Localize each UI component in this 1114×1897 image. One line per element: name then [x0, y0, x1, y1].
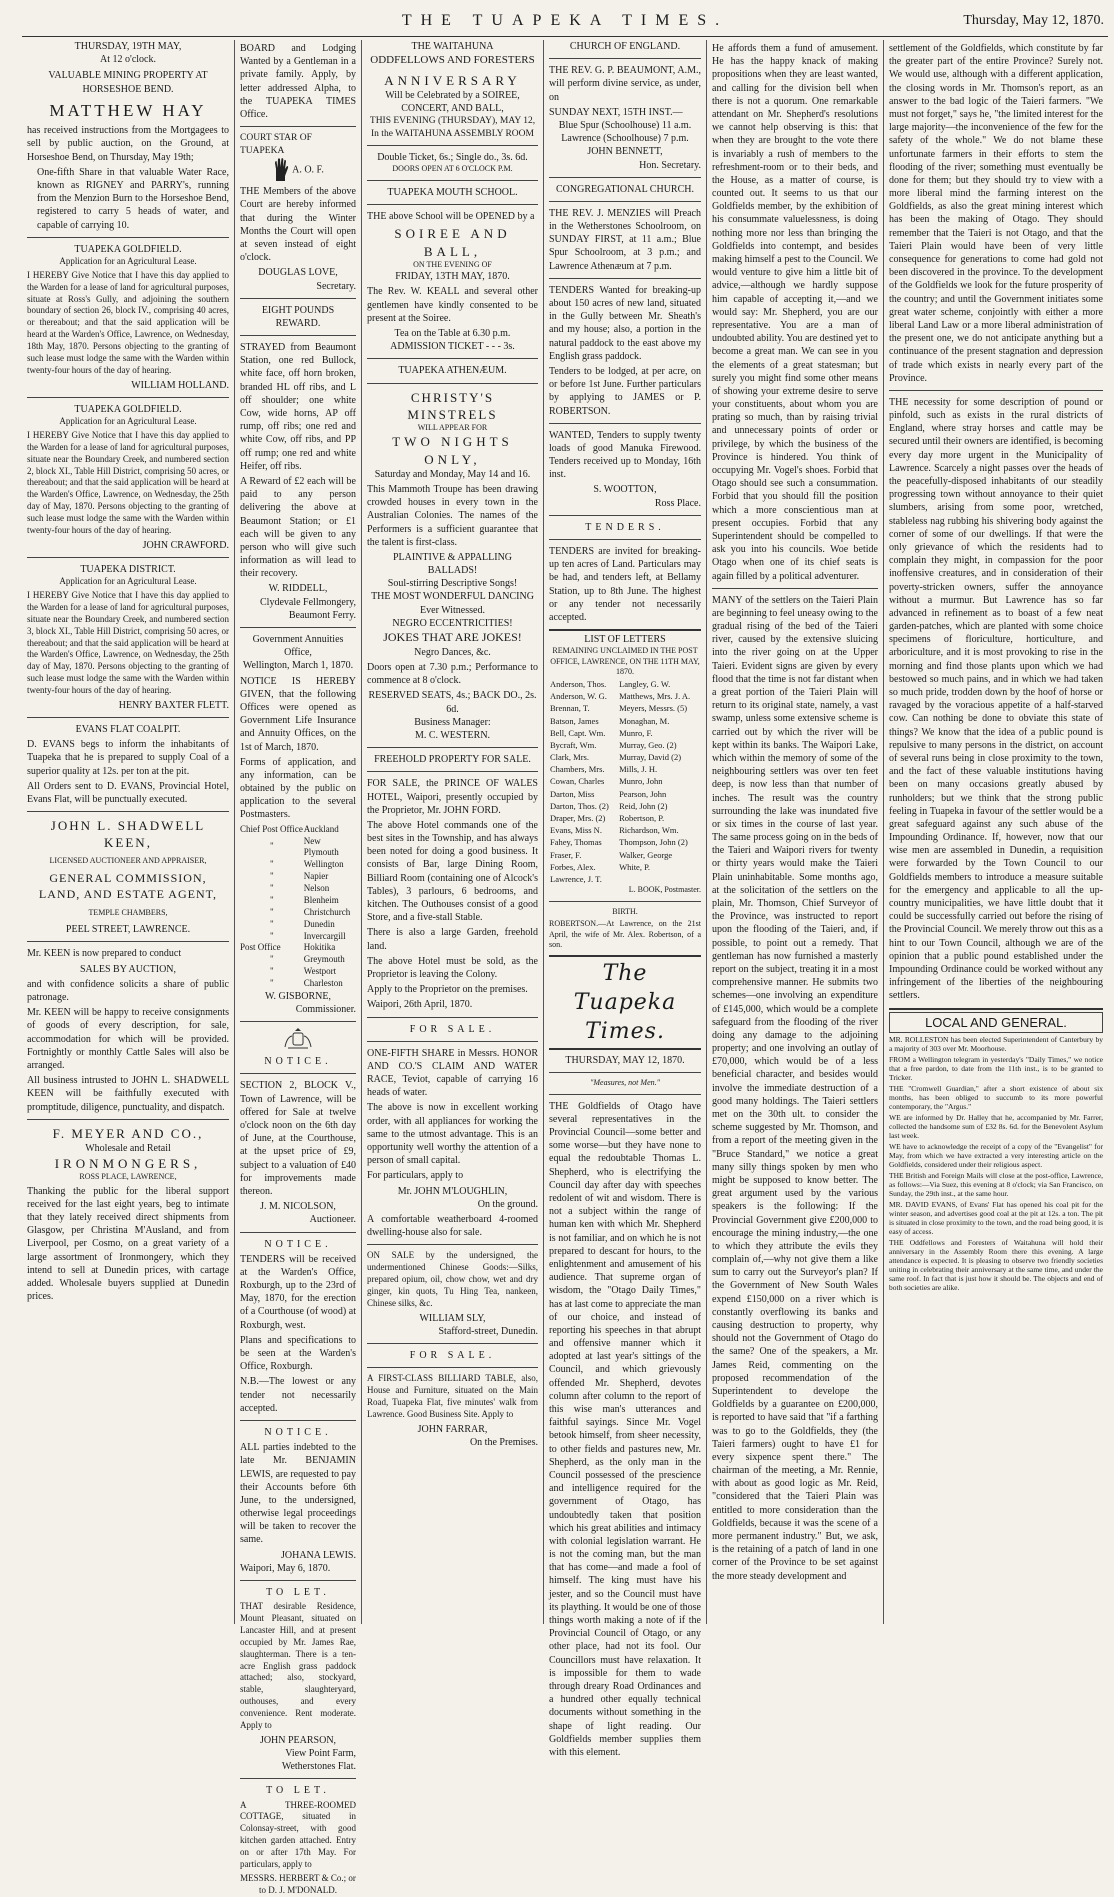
annuity-role: Commissioner.	[295, 1004, 356, 1016]
sly-body: ON SALE by the undersigned, the undermentioned Chinese Goods:—Silks, prepared opium, oil, chow chow, wet and dry ginger, kin quots, Tu Hing Tea, nankeen, Chinese silks, &c.	[367, 1250, 538, 1308]
office-row	[240, 895, 356, 907]
ad3-heading: TUAPEKA DISTRICT.	[80, 563, 176, 575]
editorial: THE Goldfields of Otago have several representatives in the Provincial Council—some better and some worse—but they have none to equal the redoubtable Thomas L. Shepherd, who is electrifying the Council day after day with speeches redolent of wit and wisdom. There is not a subject within the range of human ken with which Mr. Shepherd is not familiar, and on which he is not prepared to descant for hours, to the enlightenment and amusement of his audience. That supreme organ of wisdom, the "Otago Daily Times," has at last come to appreciate the man of our choice, and instead of reporting his speeches in that abrupt and offensive manner which it adopted at last year's sittings of the Council, and which grievously offended Mr. Shepherd, devotes column after column to the report of this wise man's utterances and faithful sayings. Since Mr. Vogel betook himself, from sheer necessity, to other fields and pastures new, Mr. Shepherd, as the only man in the Council possessed of the prescience and intelligence required for the government of Otago, has undoubtedly taken that position which his great abilities and intimacy with colonial legislation warrant. He is not the coming man, but the man that has come—and made a fool of himself. The king must have his jester, and so the Council must have its plaything. It would be one of those things worth making a note of if the Provincial Council of Otago, or any other place, had not its fool. Our Councillors must have relaxation. It is impossible for them to wade through dreary Road Ordinances and a hundred other equally technical documents without something in the shape of light reading. Our Goldfields member supplies them with this element.	[549, 1100, 701, 1758]
cong-heading: CONGREGATIONAL CHURCH.	[556, 183, 694, 195]
notice2-body-2: Plans and specifications to be seen at the Warden's Office, Roxburgh.	[240, 1334, 356, 1373]
letter-recipient: Robertson, P.	[619, 813, 665, 824]
church-role: Hon. Secretary.	[639, 159, 701, 171]
notice3-heading: NOTICE.	[264, 1426, 332, 1438]
coal-heading: EVANS FLAT COALPIT.	[75, 724, 181, 736]
local-item: MR. DAVID EVANS, of Evans' Flat has opened his coal pit for the winter season, and advertises good coal at the pit at 12s. a ton. The pit is situated in close proximity to the town, and the road being good, it is easy of access.	[889, 1199, 1103, 1236]
office-city: Blenheim	[303, 894, 339, 905]
wanted-body: WANTED, Tenders to supply twenty loads of good Manuka Firewood. Tenders received up to Monday, 16th inst.	[549, 429, 701, 481]
birth-heading: BIRTH.	[612, 906, 638, 916]
star-heading: COURT STAR OF TUAPEKA	[240, 133, 312, 156]
sale-time: At 12 o'clock.	[100, 54, 156, 66]
ad2-sign: JOHN CRAWFORD.	[142, 539, 229, 551]
letter-row	[549, 836, 701, 848]
local-item: THE "Cromwell Guardian," after a short existence of about six months, has been obliged to succumb to its more powerful contemporary, the "Argus."	[889, 1083, 1103, 1111]
keen-p5: All business intrusted to JOHN L. SHADWELL KEEN will be faithfully executed with promptitude, diligence, punctuality, and dispatch.	[27, 1075, 229, 1113]
letter-recipient: Clark, Mrs.	[550, 752, 589, 763]
letter-recipient	[618, 873, 701, 885]
office-city: Charleston	[303, 978, 343, 988]
odd-anniversary: ANNIVERSARY	[384, 72, 521, 88]
school-date: FRIDAY, 13TH MAY, 1870.	[395, 271, 510, 283]
tender1-body: TENDERS Wanted for breaking-up about 150 acres of new land, situated in the Gully between Mr. Sheath's and my house; also, a portion in the natural paddock to the east above my English grass paddock.	[549, 284, 701, 362]
coal-body: D. EVANS begs to inform the inhabitants of Tuapeka that he is prepared to supply Coal of a superior quality at 12s. per ton at the pit.	[27, 739, 229, 777]
let1-heading: TO LET.	[266, 1587, 330, 1598]
notice2-body-3: N.B.—The lowest or any tender not necessarily accepted.	[240, 1376, 356, 1414]
office-type: "	[270, 930, 274, 941]
letter-recipient: Anderson, W. G.	[550, 691, 607, 702]
letter-row	[549, 727, 701, 739]
odd-tickets: Double Ticket, 6s.; Single do., 3s. 6d.	[377, 152, 528, 164]
minstrels-manager-name: M. C. WESTERN.	[414, 729, 491, 741]
sale-date: THURSDAY, 19TH MAY,	[74, 41, 182, 52]
ad1-heading: TUAPEKA GOLDFIELD.	[74, 243, 182, 255]
local-item: MR. ROLLESTON has been elected Superintendent of Canterbury by a majority of 303 over Mr. Moorhouse.	[889, 1034, 1103, 1053]
tenders-heading: TENDERS.	[585, 521, 665, 533]
let2-sign: MESSRS. HERBERT & Co.; or to D. J. M'DONALD.	[240, 1872, 356, 1895]
taieri-article: MANY of the settlers on the Taieri Plain are beginning to feel uneasy owing to the gradual rising of the bed of the Taieri river, caused by the extensive sluicing into the river going on at the Upper Taieri. Evident signs are given by every flood that the time is not far distant when a great portion of the Taieri Plain will return to its original state, namely, a vast swamp, unless some extensive scheme is carried out by which the river will be kept within its banks. The Waipori Lake, which within the memory of some of the neighbouring settlers was over ten feet deep, is now less than that number of inches. The result was the country surrounding the lake was inundated five or six times in the course of last year. The same process going on in the beds of the Taieri and Waipori rivers for twenty or thirty years would make the Taieri Plain uninhabitable. Some months ago, at the solicitation of the settlers on the plain, Mr. Thomson, Chief Surveyor of the Province, was instructed to report upon the flooding of the Taieri, and, if possible, to point out a remedy. That gentleman has now furnished a masterly report on the subject, treating it in a most comprehensive manner. He submits two schemes—one involving an expenditure of £145,000, which would be a complete safeguard from the flooding of the river doing any damage to the adjoining property; and one involving an outlay of £70,000, which would be of a less beneficial character, and besides would involve the immediate destruction of a good many holdings. The Taieri settlers met on the 30th ult. to consider the scheme suggested by Mr. Thomson, and from a report of the meeting given in the "Bruce Standard," we notice a great many silly things spoken by men who might be supposed to know better. The great argument used by the various speakers is the following: If the Provincial Government give £200,000 to encourage the mining industry,—the one to which they attribute the evils they complain of,—why not give them a like sum to carry out the Surveyor's plan? If the Government of New South Wales expend £150,000 on a river which is constantly overflowing its banks and causing destruction to property, why should not the Government of Otago do the same? One of the speakers, a Mr. James Reid, commenting on the proposed recommendation of the Superintendent to develope the Goldfields by a guarantee on £200,000, is reported to have said that "if a farthing was to go to the Goldfields, they (the Taieri farmers) ought to have £1 for every sixpence spent there." The chairman of the meeting, a Mr. Rennie, with about as good logic as Mr. Reid, "considered that the Taieri Plain was entitled to more consideration than the Goldfields, because it was the scene of a more permanent industry." But, we ask, is the retaining of a patch of land in one corner of the Province to be set against the more steady development and	[712, 594, 878, 1582]
freehold-body-4: The above Hotel must be sold, as the Proprietor is leaving the Colony.	[367, 955, 538, 980]
star-role: Secretary.	[316, 280, 356, 292]
odd-body: Will be Celebrated by a SOIREE, CONCERT, AND BALL,	[385, 89, 520, 115]
hay-body: has received instructions from the Mortgagees to sell by public auction, on the Ground, at Horseshoe Bend, on Thursday, May 19th;	[27, 125, 229, 163]
office-row	[240, 883, 356, 895]
letter-recipient: Lawrence, J. T.	[550, 873, 602, 884]
minstrels-ballads: PLAINTIVE & APPALLING BALLADS!	[392, 551, 513, 577]
reward-sign: W. RIDDELL,	[268, 583, 328, 595]
masthead	[22, 10, 1108, 37]
local-item: WE are informed by Dr. Halley that he, accompanied by Mr. Farrer, collected the handsome sum of £32 8s. 6d. for the Benevolent Asylum last week.	[889, 1112, 1103, 1140]
let2-heading: TO LET.	[266, 1785, 330, 1797]
office-row	[240, 836, 356, 860]
office-type: "	[270, 859, 274, 870]
office-city: New Plymouth	[303, 835, 339, 858]
meyer-body: Thanking the public for the liberal support received for the last eight years, beg to intimate that they lately received direct shipments from Glasgow, per Christina M'Ausland, and from Liverpool, per Cosmo, on a great variety of a large assortment of Ironmongery, which they intend to sell at Dunedin prices, with cartage added. Wholesale buyers supplied at Dunedin prices.	[27, 1185, 229, 1303]
notice3-date: Waipori, May 6, 1870.	[240, 1562, 331, 1574]
local-item: FROM a Wellington telegram in yesterday's "Daily Times," we notice that a free pardon, to date from the 11th inst., is to be granted to Tricker.	[889, 1054, 1103, 1082]
office-row	[240, 824, 356, 836]
minstrels-jokes: JOKES THAT ARE JOKES!	[383, 630, 522, 644]
notice1-heading: NOTICE.	[264, 1056, 332, 1068]
sale1-body-4: A comfortable weatherboard 4-roomed dwelling-house also for sale.	[367, 1213, 538, 1239]
keen-chambers: TEMPLE CHAMBERS,	[88, 907, 168, 917]
minstrels-negro: NEGRO ECCENTRICITIES!	[392, 617, 513, 629]
school-event: SOIREE AND BALL,	[394, 226, 511, 259]
letter-recipient: Pearson, John	[619, 788, 667, 799]
letters-sub: REMAINING UNCLAIMED IN THE POST OFFICE, LAWRENCE, ON THE 11TH MAY, 1870.	[550, 646, 700, 677]
star-sign: DOUGLAS LOVE,	[258, 267, 338, 279]
taieri-article-cont: settlement of the Goldfields, which constitute by far the greater part of the entire Province? Surely not. We would use, although with a different application, the closing words in Mr. Thomson's report, as an answer to the bad logic of the Taieri farmers. "We must not forget," says he, "the limited interest for the large majority—the inconvenience of the few for the safety of the whole." We do not blame these unfortunate farmers in their efforts to stem the flooding of the river; something must eventually be done for them; but they should try to view with a more liberal mind the farming interest on the Goldfields, as also the great mining interest which has been the making of Otago. They should remember that the Taieri is not Otago, and that the Taieri Plain would have been of very little consequence for generations to come had gold not been discovered in the province. To the development of the Goldfields we look for the future prosperity of the country; and until the Government initiates some great water scheme, conjointly with either a more liberal Land Law or a more liberal administration of the present one, we do not anticipate anything but a continuance of the present stagnation and depression of trade which exists in nearly every part of the Province.	[889, 43, 1103, 384]
sale1-body-3: For particulars, apply to	[367, 1170, 464, 1182]
notice1-sign: J. M. NICOLSON,	[260, 1201, 336, 1213]
meyer-sub: Wholesale and Retail	[85, 1142, 171, 1154]
ad2-body: I HEREBY Give Notice that I have this day applied to the Warden for a lease of land for agricultural purposes, situate near the Boundary Creek, and numbered section 2, block XI., Table Hill District, comprising 50 acres, or thereabout; and that the said application will be heard at the Warden's Office, Lawrence, on Wednesday, the 25th day of May, 1870. Persons objecting to the granting of such lease must lodge the same with the Warden within twenty-four hours of the day of hearing.	[27, 429, 229, 535]
letter-row	[549, 812, 701, 824]
hay-share: One-fifth Share in that valuable Water Race, known as RIGNEY and PARRY's, running from the Menzion Burn to the Horseshoe Bend, registered to carry 5 heads of water, and capable of carrying 10.	[37, 166, 229, 231]
minstrels-sub: WILL APPEAR FOR	[417, 422, 488, 432]
office-type: "	[270, 978, 274, 988]
letter-recipient: Fahey, Thomas	[550, 837, 602, 848]
letter-row	[549, 800, 701, 812]
office-city: Christchurch	[303, 906, 351, 917]
minstrels-seats: RESERVED SEATS, 4s.; BACK DO., 2s. 6d.	[368, 690, 537, 715]
keen-p3: and with confidence solicits a share of public patronage.	[27, 978, 229, 1003]
letter-recipient: Munro, F.	[619, 727, 653, 738]
wanted-place: Ross Place.	[654, 497, 701, 509]
ad3-sign: HENRY BAXTER FLETT.	[118, 699, 229, 711]
office-row	[240, 919, 356, 931]
minstrels-dances: Negro Dances, &c.	[414, 646, 491, 658]
birth-body: ROBERTSON.—At Lawrence, on the 21st April, the wife of Mr. Alex. Robertson, of a son.	[549, 919, 701, 950]
letter-recipient: Thompson, John (2)	[619, 837, 688, 848]
column-5	[706, 40, 883, 1624]
church-times-2: Lawrence (Schoolhouse) 7 p.m.	[561, 133, 689, 145]
annuity-sign: W. GISBORNE,	[264, 990, 332, 1002]
letter-row	[549, 861, 701, 873]
school-heading: TUAPEKA MOUTH SCHOOL.	[387, 187, 518, 199]
church-body: THE REV. G. P. BEAUMONT, A.M., will perform divine service, as under, on	[549, 65, 701, 103]
sale2-place: On the Premises.	[469, 1436, 538, 1448]
court-star-heading	[240, 132, 356, 157]
hay-name: MATTHEW HAY	[49, 100, 207, 120]
local-item: THE Oddfellows and Foresters of Waitahuna will hold their anniversary in the Assembly Room there this evening. A large attendance is expected. It is pleasing to observe two friendly societies uniting in celebrating their anniversary at the same time, and under the same roof. In fact that is just how it should be. The objects and end of both societies are alike.	[889, 1237, 1103, 1292]
freehold-heading: FREEHOLD PROPERTY FOR SALE.	[374, 754, 531, 766]
minstrels-body: This Mammoth Troupe has been drawing crowded houses in every town in the Australian Colonies. The names of the Performers is a sufficient guarantee that the talent is first-class.	[367, 483, 538, 548]
church-times-1: Blue Spur (Schoolhouse) 11 a.m.	[558, 119, 692, 131]
letter-recipient: Mills, J. H.	[619, 764, 658, 775]
sly-place: Stafford-street, Dunedin.	[438, 1325, 538, 1337]
office-type: Post Office	[240, 942, 281, 953]
sly-sign: WILLIAM SLY,	[419, 1312, 486, 1324]
annuity-date: Wellington, March 1, 1870.	[242, 660, 354, 672]
office-type: "	[270, 906, 274, 917]
letter-recipient: Darton, Miss	[550, 788, 595, 799]
local-items	[889, 1035, 1103, 1292]
school-admission: ADMISSION TICKET - - - 3s.	[390, 341, 515, 353]
letter-row	[549, 702, 701, 714]
minstrels-heading: CHRISTY'S MINSTRELS	[407, 389, 498, 422]
notice2-body: TENDERS will be received at the Warden's Office, Roxburgh, up to the 23rd of May, 1870, for the erection of a Courthouse (of wood) at Roxburgh, west.	[240, 1253, 356, 1331]
office-row	[240, 907, 356, 919]
notice1-role: Auctioneer.	[309, 1214, 356, 1226]
freehold-body-5: Apply to the Proprietor on the premises.	[367, 984, 528, 996]
keen-street: PEEL STREET, LAWRENCE.	[65, 924, 191, 936]
office-row	[240, 954, 356, 966]
keen-agent: GENERAL COMMISSION, LAND, AND ESTATE AGENT,	[38, 871, 218, 901]
let1-body: THAT desirable Residence, Mount Pleasant, situated on Lancaster Hill, and at present occupied by Mr. James Rae, slaughterman. There is a ten-acre English grass paddock attached; also, stockyard, stable, slaughteryard, outhouses, and every convenience. Rent moderate. Apply to	[240, 1601, 356, 1730]
letter-row	[549, 763, 701, 775]
ad1-sub: Application for an Agricultural Lease.	[59, 255, 197, 266]
letter-row	[549, 751, 701, 763]
minstrels-nights: TWO NIGHTS ONLY,	[392, 434, 513, 467]
coal-body-2: All Orders sent to D. EVANS, Provincial Hotel, Evans Flat, will be punctually executed.	[27, 780, 229, 805]
tender1-body-2: Tenders to be lodged, at per acre, on or before 1st June. Further particulars by applying to JAMES or P. ROBERTSON.	[549, 365, 701, 417]
office-city: Greymouth	[303, 954, 345, 965]
school-tea: Tea on the Table at 6.30 p.m.	[394, 328, 511, 340]
office-row	[240, 871, 356, 883]
sale1-heading: FOR SALE.	[409, 1023, 496, 1035]
star-sub: A. O. F.	[292, 164, 324, 176]
letters-heading: LIST OF LETTERS	[584, 634, 666, 646]
sale2-body: A FIRST-CLASS BILLIARD TABLE, also, House and Furniture, situated on the Main Road, Tuapeka Flat, five minutes' walk from Lawrence. Good Business Site. Apply to	[367, 1373, 538, 1419]
let1-place: Wetherstones Flat.	[281, 1761, 356, 1773]
freehold-body: FOR SALE, the PRINCE OF WALES HOTEL, Waipori, presently occupied by the Proprietor, Mr. JOHN FORD.	[367, 778, 538, 816]
office-type: "	[270, 918, 274, 929]
ad1-body: I HEREBY Give Notice that I have this day applied to the Warden for a lease of land for agricultural purposes, situate at Ross's Gully, and adjoining the southern boundary of section 26, block IV., comprising 40 acres, or thereabout; and that the said application will be heard at the Warden's Office, Lawrence, on Wednesday, 18th May, 1870. Persons objecting to the granting of such lease must lodge the same with the Warden within twenty-four hours of the day of hearing.	[27, 269, 229, 375]
meyer-name: F. MEYER AND CO.,	[52, 1125, 204, 1141]
school-body-2: The Rev. W. KEALL and several other gentlemen have kindly consented to be present at the Soiree.	[367, 286, 538, 324]
minstrels-songs: Soul-stirring Descriptive Songs!	[387, 578, 518, 590]
freehold-body-2: The above Hotel commands one of the best sites in the Township, and has always been noted for doing a good business. It consists of Bar, large Dining Room, Billiard Room (containing one of Alcock's Tables), 3 parlours, 6 bedrooms, and kitchen. The Outhouses consist of a good Store, and a five-stall Stable.	[367, 819, 538, 924]
column-2	[234, 40, 361, 1895]
odd-heading-1: THE WAITAHUNA	[411, 41, 494, 52]
keen-title: LICENSED AUCTIONEER AND APPRAISER,	[49, 855, 207, 865]
office-city: Dunedin	[303, 918, 335, 929]
royal-arms-icon	[282, 1027, 314, 1051]
mining-heading: VALUABLE MINING PROPERTY AT HORSESHOE BEND.	[48, 70, 208, 95]
letter-row	[549, 715, 701, 727]
letter-recipient: Anderson, Thos.	[550, 678, 607, 689]
reward-role: Clydevale Fellmongery,	[260, 596, 356, 608]
sale2-sign: JOHN FARRAR,	[417, 1423, 488, 1435]
pound-article: THE necessity for some description of pound or pinfold, such as exists in the rural districts of England, where stray horses and cattle may be secured until their owners are identified, is becoming every day more urgent in the Municipality of Lawrence. Scarcely a night passes over the heads of the peacefully-disposed inhabitants of our steadily progressing town without annoyance to their quiet slumbers, arising from some poor, wretched, stableless nag rubbing his shivering body against the corner of some of our dwellings. If that were the only grievance of which the residents had to complain they might, in compassion for the poor inoffensive creatures, and in consideration of their poverty-stricken owners, suffer the annoyance without a murmur. But Lawrence has so far advanced in refinement as to boast of a few neat garden-patches, which are planted with some choice specimens of floriculture, horticulture, and arboriculture, and it is most provoking to rise in the morning and find those plants upon which we had bestowed so much pains, and in which we had taken so much pride, trodden down by the hoof of horse or ravaged by the voracious appetite of a half-starved cow. Can nothing be done to obviate this state of things? We know that the idea of a public pound is repulsive to many persons in the district, on account of several runs being in close proximity to the town, and the fact of these valuable institutions having been on many occasions greatly abused by runholders; but we think that the strong public feeling in Tuapeka in favour of the settler would be a great safeguard against any such abuse of the Impounding Ordinance. If, however, now that our wise men are assembled in Dunedin, a requisition were forwarded by the Town Council to our Goldfields members to introduce a measure suitable for the emergency and applicable to all the up-country municipalities, we have little doubt that it could be successfully carried out before the rising of the Provincial Council. We merely throw out this as a hint to our Town Council, although we are of the opinion that a public pound established under the Impounding Ordinance could be worked without any infringement of the liberties of the neighbouring settlers.	[889, 396, 1103, 1002]
reward-body-2: A Reward of £2 each will be paid to any person delivering the above at Beaumont Station; or £1 each will be given to any person who will give such information as will lead to their recovery.	[240, 475, 356, 580]
letter-row	[549, 788, 701, 800]
letter-row	[549, 690, 701, 702]
annuity-body-2: Forms of application, and any information, can be obtained by the public on application to the several Postmasters.	[240, 756, 356, 821]
letter-row	[549, 824, 701, 836]
office-city: Nelson	[303, 883, 330, 893]
odd-doors: DOORS OPEN AT 6 O'CLOCK P.M.	[392, 164, 513, 174]
reward-place: Beaumont Ferry.	[288, 609, 356, 621]
athenaeum-heading: TUAPEKA ATHENÆUM.	[398, 365, 507, 377]
paper-title: The Tuapeka Times.	[549, 955, 701, 1050]
sale1-place: On the ground.	[477, 1198, 538, 1210]
cong-body: THE REV. J. MENZIES will Preach in the Wetherstones Schoolroom, on SUNDAY FIRST, at 11 a.m.; Blue Spur Schoolroom, at 3 p.m.; and Lawrence Athenæum at 7 p.m.	[549, 207, 701, 272]
notice3-body: ALL parties indebted to the late Mr. BENJAMIN LEWIS, are requested to pay their Accounts before 6th June, to the undersigned, otherwise legal proceedings will be taken to recover the same.	[240, 1442, 356, 1546]
letter-recipient: Meyers, Messrs. (5)	[619, 703, 688, 714]
letters-sign: L. BOOK, Postmaster.	[628, 885, 701, 895]
notice3-sign: JOHANA LEWIS.	[281, 1549, 356, 1561]
editorial-cont: He affords them a fund of amusement. He has the happy knack of making propositions when they are least wanted, and calling for the division bell when there is not a quorum. One remarkable attendant on Mr. Shepherd's resolutions we cannot help observing is this: that when they are brought to the vote there is invariably a rush of members to the refreshment-room or to their beds, and the House, as a matter of course, is counted out. It seems to us that our Goldfields member, by the exhibition of his consummate valuelessness, is doing nothing more nor less than bringing the Goldfields into contempt, and besides making himself a pest to the Council. We would venture to give him a little bit of advice,—although we hardly suppose him capable of accepting it,—and we would say: Mr. Shepherd, you are our representative. You are a man of undoubted ability. You are destined yet to become a great man. We can see in you the elements of a great statesman; but surely you might find some other means of showing your extreme desire to serve your constituents, about whom you are prating so much, than by raising trivial and unnecessary points of order or privilege, by which the business of the Province is hindered. You think of occupying Mr. Vogel's shoes. Forbid that Otago should see such a consummation. Forbid that you should fill the position which a more conscientious man at present occupies. Forbid that any Superintendent should be compelled to ask you into his councils. Woe betide Otago when one of its chief seats is again filled by a political adventurer.	[712, 43, 878, 582]
office-row	[240, 966, 356, 978]
annuity-body: NOTICE IS HEREBY GIVEN, that the following Offices were opened as Government Life Insurance and Annuity Offices, on the 1st of March, 1870.	[240, 675, 356, 753]
letter-row	[549, 775, 701, 787]
keen-name: JOHN L. SHADWELL KEEN,	[50, 818, 206, 851]
office-type: Chief Post Office	[240, 823, 303, 834]
letter-recipient: Richardson, Wm.	[619, 825, 679, 836]
office-city: Invercargill	[303, 930, 346, 941]
letter-recipient: White, P.	[619, 861, 650, 872]
letter-recipient: Bycraft, Wm.	[550, 739, 597, 750]
office-row	[240, 859, 356, 871]
church-sign: JOHN BENNETT,	[587, 146, 663, 158]
let1-sign: JOHN PEARSON,	[259, 1734, 337, 1746]
letter-recipient: Cowan, Charles	[550, 776, 605, 787]
sale1-body: ONE-FIFTH SHARE in Messrs. HONOR AND CO.'S CLAIM AND WATER RACE, Teviot, capable of carrying 16 heads of water.	[367, 1047, 538, 1099]
letter-recipient: Langley, G. W.	[619, 678, 671, 689]
letter-recipient: Reid, John (2)	[619, 800, 668, 811]
church-sunday: SUNDAY NEXT, 15TH INST.—	[549, 106, 683, 118]
tenders-body: TENDERS are invited for breaking-up ten acres of Land. Particulars may be had, and tenders left, at Bellamy Station, up to 8th June. The highest or any tender not necessarily accepted.	[549, 546, 701, 623]
wanted-sign: S. WOOTTON,	[593, 484, 657, 496]
letter-recipient: Monaghan, M.	[619, 715, 670, 726]
annuity-place: Government Annuities Office,	[252, 634, 344, 659]
issue-date: Thursday, May 12, 1870.	[963, 13, 1104, 28]
odd-heading-2: ODDFELLOWS AND FORESTERS	[370, 54, 535, 67]
school-body: THE above School will be OPENED by a	[367, 211, 535, 223]
keen-p1: Mr. KEEN is now prepared to conduct	[27, 948, 182, 960]
ad2-sub: Application for an Agricultural Lease.	[59, 416, 197, 426]
office-type: "	[270, 883, 274, 893]
board-ad: BOARD and Lodging Wanted by a Gentleman in a private family. Apply, by letter addressed Alpha, to the TUAPEKA TIMES Office.	[240, 43, 356, 120]
local-item: THE British and Foreign Mails will close at the post-office, Lawrence, as follows:—Via Suez, this evening at 8 o'clock; via San Francisco, on Sunday, the 29th inst., at the same hour.	[889, 1170, 1103, 1198]
sale2-heading: FOR SALE.	[409, 1350, 496, 1362]
freehold-body-3: There is also a large Garden, freehold land.	[367, 927, 538, 952]
column-1	[22, 40, 234, 1624]
star-body: THE Members of the above Court are hereby informed that during the Winter Months the Court will open at seven instead of eight o'clock.	[240, 186, 356, 264]
freehold-date: Waipori, 26th April, 1870.	[367, 999, 473, 1011]
letter-recipient: Batson, James	[550, 715, 599, 726]
local-item: WE have to acknowledge the receipt of a copy of the "Evangelist" for May, from which we have extracted a very interesting article on the Goldfields, considered under their religious aspect.	[889, 1141, 1103, 1169]
letters-table	[549, 678, 701, 885]
reward-heading: EIGHT POUNDS REWARD.	[261, 304, 335, 329]
minstrels-witnessed: Ever Witnessed.	[420, 604, 485, 616]
meyer-place: ROSS PLACE, LAWRENCE,	[79, 1172, 177, 1182]
letter-recipient: Darton, Thos. (2)	[550, 800, 609, 811]
newspaper-title: THE TUAPEKA TIMES.	[401, 12, 729, 29]
office-city: Auckland	[303, 823, 339, 834]
office-type: "	[270, 894, 274, 905]
letter-recipient: Bell, Capt. Wm.	[550, 727, 606, 738]
ad3-body: I HEREBY Give Notice that I have this day applied to the Warden for a lease of land for agricultural purposes, situate near the Boundary Creek, and numbered section 3, block XI., Table Hill District, comprising 50 acres, or thereabout; and that the said application will be heard at the Warden's Office, Lawrence, on Wednesday, the 25th day of May, 1870. Persons objecting to the granting of such lease must lodge the same with the Warden within twenty-four hours of the day of hearing.	[27, 590, 229, 695]
letter-recipient: Murray, Geo. (2)	[619, 739, 677, 750]
office-type: "	[270, 954, 274, 965]
minstrels-dates: Saturday and Monday, May 14 and 16.	[374, 468, 531, 480]
paper-motto: "Measures, not Men."	[590, 1078, 660, 1088]
hand-emblem-icon	[272, 157, 290, 183]
column-3	[361, 40, 543, 1624]
office-city: Westport	[303, 966, 337, 977]
letter-row	[549, 678, 701, 690]
office-row	[240, 942, 356, 954]
letter-row	[549, 849, 701, 861]
ad2-heading: TUAPEKA GOLDFIELD.	[74, 403, 182, 415]
letter-recipient: Brennan, T.	[550, 703, 590, 714]
letter-recipient: Forbes, Alex.	[550, 861, 596, 872]
offices-table	[240, 824, 356, 990]
letter-recipient: Matthews, Mrs. J. A.	[619, 691, 691, 702]
office-city: Hokitika	[303, 942, 336, 953]
letter-recipient: Fraser, F.	[550, 849, 582, 860]
minstrels-doors: Doors open at 7.30 p.m.; Performance to commence at 8 o'clock.	[367, 662, 538, 687]
office-city: Napier	[303, 871, 329, 882]
office-type: "	[270, 966, 274, 977]
office-city: Wellington	[303, 859, 344, 870]
reward-body: STRAYED from Beaumont Station, one red Bullock, white face, off horn broken, branded HL off ribs, and L off shoulder; one white Cow, wide horns, AP off rump, off ribs; one red and white Cow, off ribs, and PP off rump; one red and white Heifer, off ribs.	[240, 342, 356, 472]
column-4	[543, 40, 706, 1758]
let1-role: View Point Farm,	[285, 1748, 356, 1759]
letter-recipient: Munro, John	[619, 776, 663, 787]
sale1-body-2: The above is now in excellent working order, with all appliances for working the same to the utmost advantage. This is an opportunity well worthy the attention of a person of small capital.	[367, 1102, 538, 1167]
letter-row	[549, 739, 701, 751]
church-heading: CHURCH OF ENGLAND.	[569, 41, 681, 52]
keen-p4: Mr. KEEN will be happy to receive consignments of goods of every description, for sale, accommodation for which will be provided. Fortnightly or monthly Cattle Sales will also be arranged.	[27, 1007, 229, 1071]
let2-body: A THREE-ROOMED COTTAGE, situated in Colonsay-street, with good kitchen garden attached. Entry on or after 17th May. For particulars, apply to	[240, 1799, 356, 1869]
ad3-sub: Application for an Agricultural Lease.	[59, 576, 197, 587]
office-row	[240, 978, 356, 990]
letter-recipient: Walker, George	[619, 849, 673, 860]
column-6	[883, 40, 1108, 1624]
ad1-sign: WILLIAM HOLLAND.	[131, 379, 229, 391]
star-emblem-row	[240, 157, 356, 183]
letter-recipient: Draper, Mrs. (2)	[550, 813, 606, 824]
notice1-body: SECTION 2, BLOCK V., Town of Lawrence, will be offered for Sale at twelve o'clock noon on the 6th day of June, at the Courthouse, at the upset price of £9, subject to a valuation of £40 for improvements made thereon.	[240, 1080, 356, 1197]
letter-recipient: Evans, Miss N.	[550, 825, 602, 836]
letter-recipient: Chambers, Mrs.	[550, 764, 605, 775]
paper-date: THURSDAY, MAY 12, 1870.	[565, 1054, 685, 1066]
letter-recipient: Murray, David (2)	[619, 752, 682, 763]
office-row	[240, 931, 356, 943]
keen-p2: SALES BY AUCTION,	[79, 963, 177, 975]
minstrels-manager: Business Manager:	[414, 716, 491, 728]
notice2-heading: NOTICE.	[264, 1238, 332, 1250]
local-heading: LOCAL AND GENERAL.	[889, 1012, 1103, 1033]
minstrels-dancing: THE MOST WONDERFUL DANCING	[371, 591, 534, 603]
office-type: "	[270, 841, 274, 852]
meyer-trade: IRONMONGERS,	[54, 1156, 202, 1172]
letter-row	[549, 873, 701, 885]
sale1-sign: Mr. JOHN M'LOUGHLIN,	[397, 1185, 508, 1197]
school-evening: ON THE EVENING OF	[413, 259, 492, 269]
office-type: "	[270, 871, 274, 882]
odd-body-2: THIS EVENING (THURSDAY), MAY 12, In the WAITAHUNA ASSEMBLY ROOM	[369, 116, 536, 139]
